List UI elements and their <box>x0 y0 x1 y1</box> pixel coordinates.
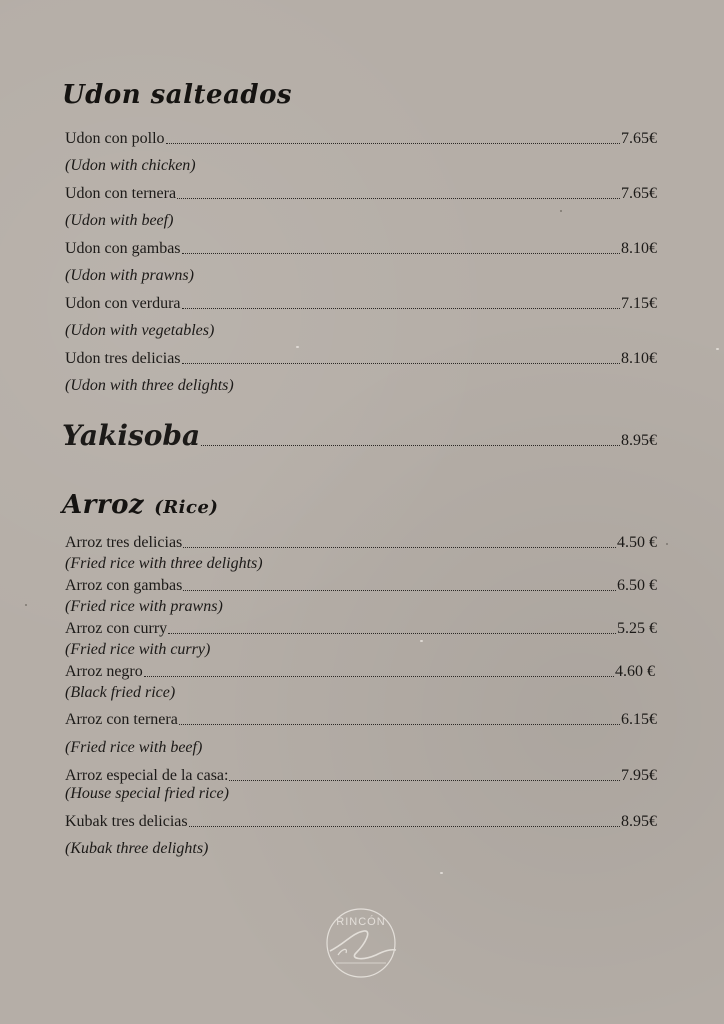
menu-item-yakisoba <box>62 419 657 452</box>
item-price: 7.95€ <box>621 767 657 784</box>
dot-leader <box>183 547 616 548</box>
menu-item <box>65 239 657 259</box>
item-translation: (Fried rice with curry) <box>65 641 211 658</box>
item-name: Arroz tres delicias <box>65 534 183 551</box>
item-translation: (Udon with prawns) <box>65 267 194 284</box>
item-name: Udon con verdura <box>65 295 181 312</box>
menu-item <box>65 710 657 730</box>
item-price: 5.25 € <box>617 620 657 637</box>
item-price: 8.10€ <box>621 350 657 367</box>
menu-item <box>65 294 657 314</box>
item-name: Arroz con gambas <box>65 577 183 594</box>
dot-leader <box>182 308 620 309</box>
dot-leader <box>168 633 616 634</box>
dot-leader <box>177 198 620 199</box>
item-price: 8.95€ <box>621 813 657 830</box>
dot-leader <box>166 143 620 144</box>
item-translation: (Fried rice with beef) <box>65 739 203 756</box>
item-translation: (Udon with three delights) <box>65 377 234 394</box>
item-name: Kubak tres delicias <box>65 813 188 830</box>
menu-item <box>65 129 657 149</box>
item-translation: (Udon with vegetables) <box>65 322 215 339</box>
logo-text: RINCÓN <box>336 916 386 928</box>
item-translation: (Udon with chicken) <box>65 157 196 174</box>
item-translation: (House special fried rice) <box>65 785 229 802</box>
item-name: Udon con gambas <box>65 240 181 257</box>
item-translation: (Black fried rice) <box>65 684 176 701</box>
item-price: 6.50 € <box>617 577 657 594</box>
item-name: Udon tres delicias <box>65 350 181 367</box>
item-name: Arroz con curry <box>65 620 168 637</box>
menu-item <box>65 662 655 682</box>
section-title-text: Arroz <box>62 490 145 520</box>
item-name: Arroz negro <box>65 663 143 680</box>
item-price: 8.95€ <box>621 432 657 449</box>
dot-leader <box>179 724 620 725</box>
item-name: Udon con pollo <box>65 130 165 147</box>
menu-item <box>65 184 657 204</box>
item-price: 6.15€ <box>621 711 657 728</box>
section-subtitle: (Rice) <box>154 497 219 518</box>
dot-leader <box>229 780 620 781</box>
item-price: 4.60 € <box>615 663 655 680</box>
item-translation: (Kubak three delights) <box>65 840 209 857</box>
section-title-yakisoba: Yakisoba <box>62 419 201 452</box>
item-price: 7.15€ <box>621 295 657 312</box>
menu-item <box>65 812 657 832</box>
dot-leader <box>144 676 614 677</box>
item-name: Arroz con ternera <box>65 711 178 728</box>
menu-item <box>65 619 657 639</box>
item-price: 7.65€ <box>621 185 657 202</box>
dot-leader <box>182 253 620 254</box>
section-title-udon: Udon salteados <box>62 80 293 110</box>
menu-item <box>65 576 657 596</box>
menu-item <box>65 349 657 369</box>
item-translation: (Udon with beef) <box>65 212 174 229</box>
dot-leader <box>201 445 620 446</box>
menu-item <box>65 766 657 786</box>
item-translation: (Fried rice with prawns) <box>65 598 223 615</box>
dot-leader <box>183 590 616 591</box>
item-name: Udon con ternera <box>65 185 177 202</box>
dot-leader <box>182 363 620 364</box>
section-title-arroz <box>62 490 218 520</box>
item-name: Arroz especial de la casa: <box>65 767 229 784</box>
item-translation: (Fried rice with three delights) <box>65 555 263 572</box>
item-price: 4.50 € <box>617 534 657 551</box>
item-price: 8.10€ <box>621 240 657 257</box>
restaurant-logo <box>316 903 406 983</box>
item-price: 7.65€ <box>621 130 657 147</box>
dot-leader <box>189 826 620 827</box>
menu-item <box>65 533 657 553</box>
